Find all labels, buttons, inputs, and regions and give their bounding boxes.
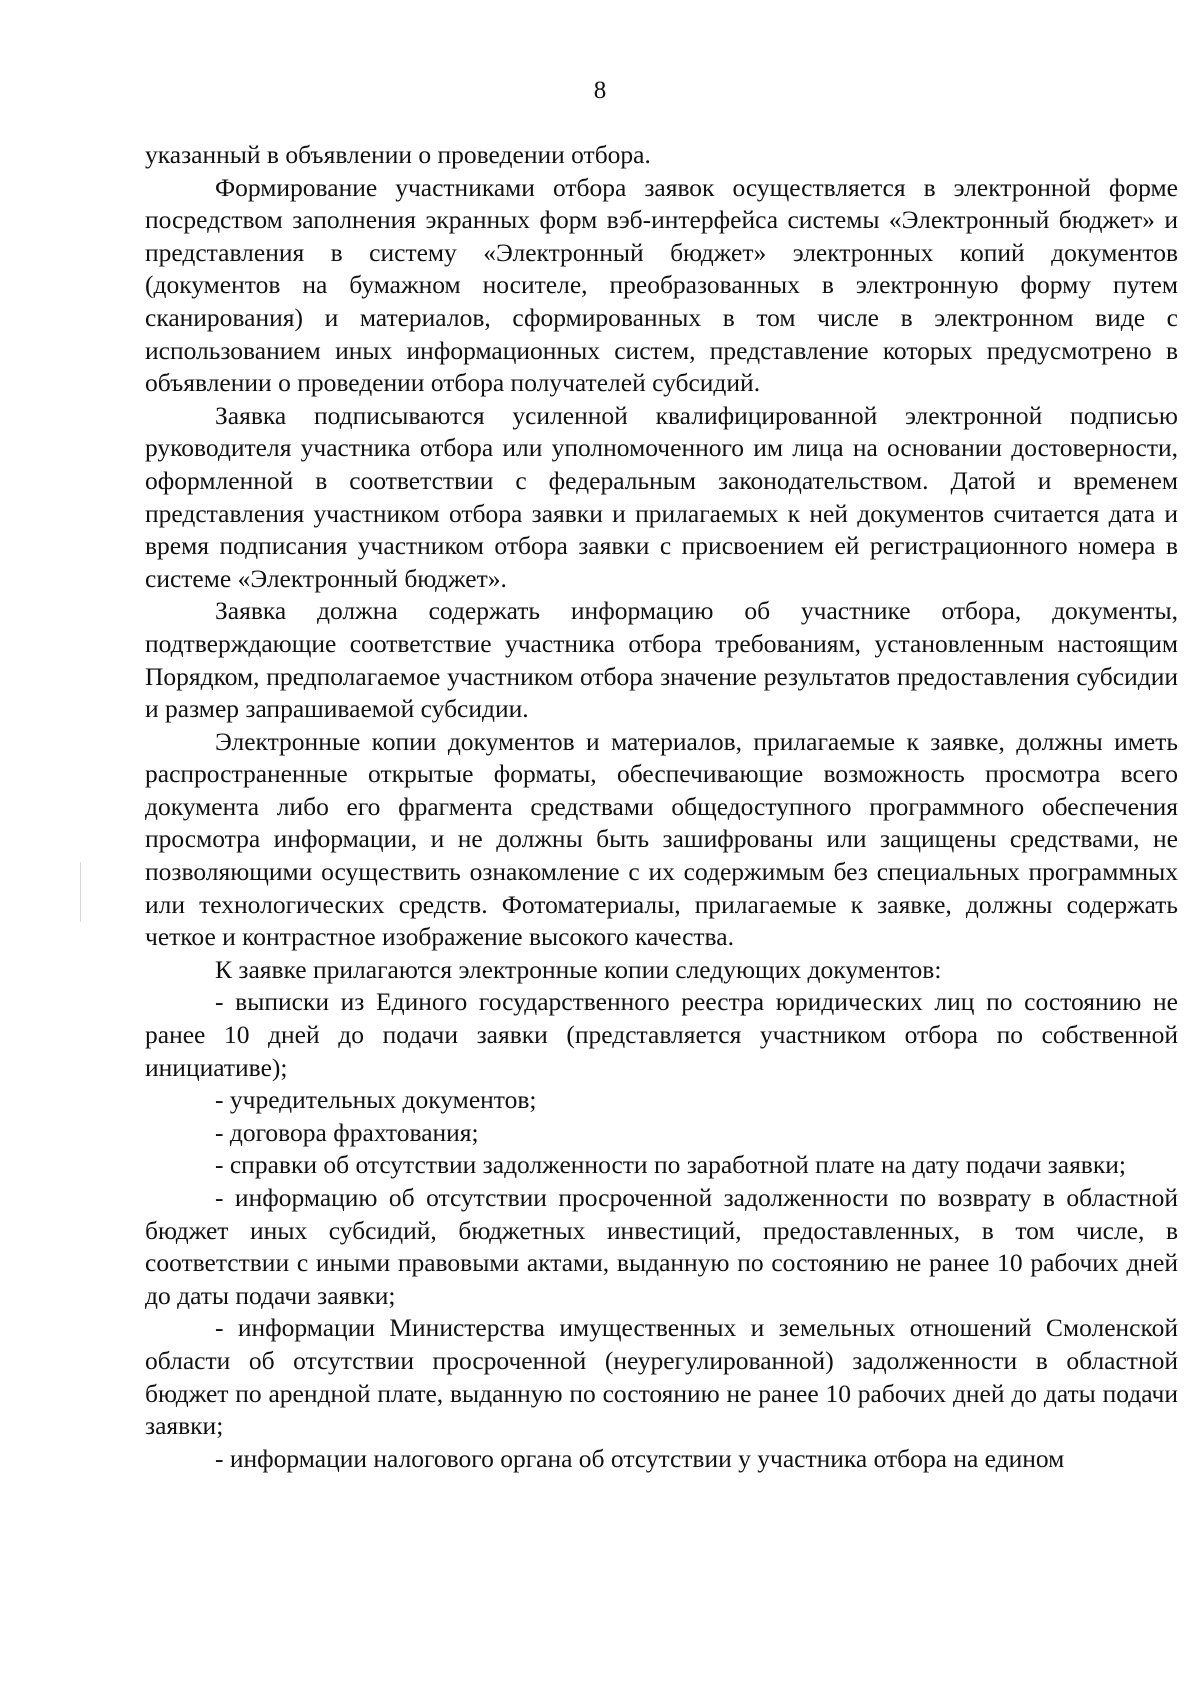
paragraph: Заявка должна содержать информацию об участнике отбора, документы, подтверждающие соответствие участника отбора требованиям, установленным настоящим Порядком, предполагаемое участником отбора значение результатов предоставления субсидии и размер запрашиваемой субсидии. <box>145 596 1178 724</box>
page-number: 8 <box>593 77 607 104</box>
paragraph: - информации Министерства имущественных и земельных отношений Смоленской области об отсутствии просроченной (неурегулированной) задолженности в областной бюджет по арендной плате, выданную по состоянию не ранее 10 рабочих дней до даты подачи заявки; <box>145 1313 1178 1441</box>
paragraph: - учредительных документов; <box>215 1085 537 1115</box>
scan-margin-mark <box>80 862 81 922</box>
paragraph: указанный в объявлении о проведении отбора. <box>145 140 651 169</box>
paragraph: - выписки из Единого государственного реестра юридических лиц по состоянию не ранее 10 дней до подачи заявки (представляется участником отбора по собственной инициативе); <box>145 987 1178 1082</box>
paragraph: Формирование участниками отбора заявок осуществляется в электронной форме посредством заполнения экранных форм вэб-интерфейса системы «Электронный бюджет» и представления в систему «Электронный бюджет» электронных копий документов (документов на бумажном носителе, преобразованных в электронную форму путем сканирования) и материалов, сформированных в том числе в электронном виде с использованием иных информационных систем, представление которых предусмотрено в объявлении о проведении отбора получателей субсидий. <box>145 172 1178 398</box>
paragraph: Электронные копии документов и материалов, прилагаемые к заявке, должны иметь распространенные открытые форматы, обеспечивающие возможность просмотра всего документа либо его фрагмента средствами общедоступного программного обеспечения просмотра информации, и не должны быть зашифрованы или защищены средствами, не позволяющими осуществить ознакомление с их содержимым без специальных программных или технологических средств. Фотоматериалы, прилагаемые к заявке, должны содержать четкое и контрастное изображение высокого качества. <box>145 726 1178 952</box>
paragraph: - справки об отсутствии задолженности по заработной плате на дату подачи заявки; <box>215 1150 1126 1180</box>
paragraph: - информацию об отсутствии просроченной задолженности по возврату в областной бюджет иных субсидий, бюджетных инвестиций, предоставленных, в том числе, в соответствии с иными правовыми актами, выданную по состоянию не ранее 10 рабочих дней до даты подачи заявки; <box>145 1183 1178 1310</box>
paragraph: Заявка подписываются усиленной квалифицированной электронной подписью руководителя участника отбора или уполномоченного им лица на основании достоверности, оформленной в соответствии с федеральным законодательством. Датой и временем представления участником отбора заявки и прилагаемых к ней документов считается дата и время подписания участником отбора заявки с присвоением ей регистрационного номера в системе «Электронный бюджет». <box>145 400 1178 593</box>
document-body <box>145 139 1178 1475</box>
paragraph: - информации налогового органа об отсутствии у участника отбора на едином <box>215 1443 1065 1473</box>
paragraph: К заявке прилагаются электронные копии следующих документов: <box>215 954 942 984</box>
paragraph: - договора фрахтования; <box>215 1117 479 1147</box>
